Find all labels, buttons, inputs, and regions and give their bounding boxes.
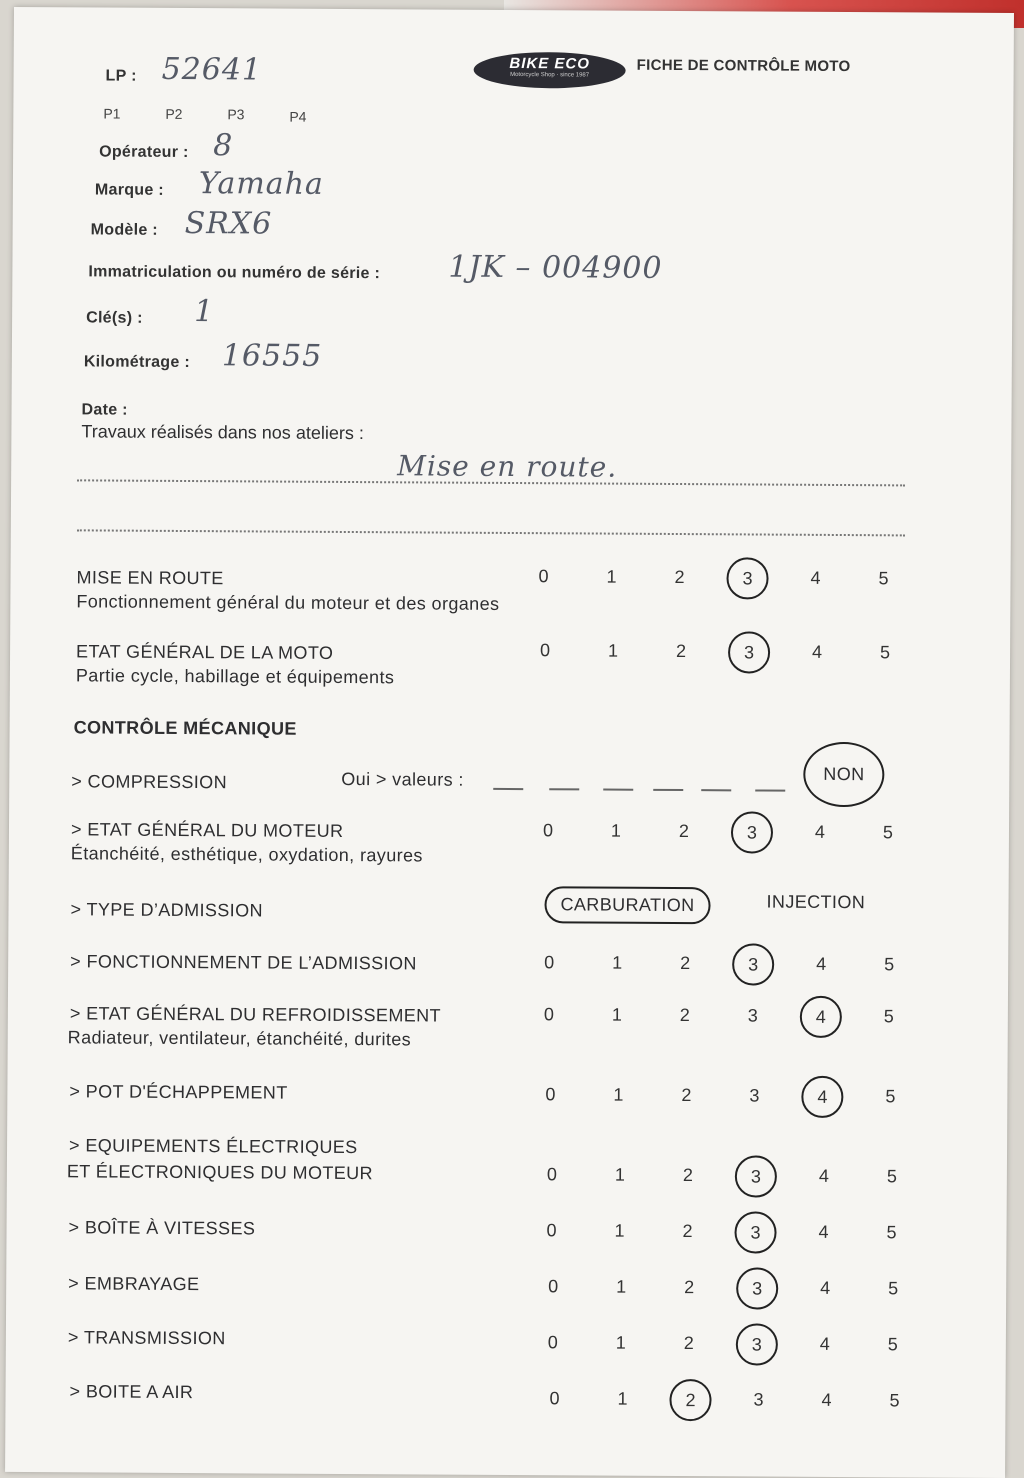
transmission-rating-3[interactable]: 3 (736, 1323, 778, 1365)
equipements-electriques-rating-4[interactable]: 4 (818, 1165, 829, 1186)
embrayage-rating-5[interactable]: 5 (888, 1278, 899, 1299)
marque-label: Marque : (94, 181, 165, 199)
etat-general-moto-subtitle: Partie cycle, habillage et équipements (75, 665, 395, 688)
travaux-line-2 (77, 529, 905, 536)
mise-en-route-scale (528, 562, 908, 594)
controle-mecanique-heading: CONTRÔLE MÉCANIQUE (73, 717, 297, 739)
etat-moteur-rating-2[interactable]: 2 (678, 821, 690, 842)
mise-en-route-title: MISE EN ROUTE (76, 567, 224, 589)
etat-moteur-rating-3[interactable]: 3 (731, 811, 773, 853)
refroidissement-rating-5[interactable]: 5 (883, 1006, 894, 1027)
boite-a-air-rating-4[interactable]: 4 (821, 1389, 832, 1410)
boite-a-air-rating-0[interactable]: 0 (549, 1388, 560, 1409)
modele-label: Modèle : (90, 221, 158, 239)
pot-echappement-rating-1[interactable]: 1 (613, 1084, 624, 1105)
equipements-electriques-rating-2[interactable]: 2 (682, 1165, 693, 1186)
pot-echappement-title: > POT D'ÉCHAPPEMENT (69, 1081, 288, 1103)
kilometrage-value[interactable]: 16555 (221, 338, 323, 374)
refroidissement-rating-1[interactable]: 1 (611, 1004, 622, 1025)
etat-general-moto-rating-3[interactable]: 3 (728, 631, 770, 673)
pot-echappement-rating-5[interactable]: 5 (885, 1086, 896, 1107)
embrayage-rating-2[interactable]: 2 (684, 1277, 695, 1298)
etat-moteur-subtitle: Étanchéité, esthétique, oxydation, rayures (70, 843, 423, 866)
etat-general-moto-rating-4[interactable]: 4 (812, 641, 823, 662)
transmission-rating-4[interactable]: 4 (819, 1333, 830, 1354)
embrayage-rating-0[interactable]: 0 (548, 1276, 559, 1297)
operateur-value[interactable]: 8 (213, 128, 234, 164)
etat-moteur-rating-0[interactable]: 0 (542, 820, 554, 841)
etat-general-moto-rating-2[interactable]: 2 (676, 641, 687, 662)
etat-general-moto-scale (530, 636, 910, 668)
cles-label: Clé(s) : (86, 309, 143, 327)
compression-value-4[interactable] (653, 789, 683, 791)
equipements-electriques-title: > EQUIPEMENTS ÉLECTRIQUES (68, 1135, 358, 1158)
etat-moteur-rating-4[interactable]: 4 (814, 821, 826, 842)
travaux-value[interactable]: Mise en route. (397, 449, 618, 484)
transmission-rating-1[interactable]: 1 (615, 1332, 626, 1353)
embrayage-rating-1[interactable]: 1 (616, 1276, 627, 1297)
etat-moteur-rating-1[interactable]: 1 (610, 820, 622, 841)
refroidissement-rating-2[interactable]: 2 (679, 1005, 690, 1026)
marque-value[interactable]: Yamaha (198, 166, 324, 202)
etat-moteur-scale (533, 816, 913, 848)
p4-option[interactable]: P4 (289, 108, 307, 125)
boite-vitesses-rating-4[interactable]: 4 (818, 1221, 829, 1242)
immatriculation-label: Immatriculation ou numéro de série : (88, 263, 381, 283)
fonctionnement-admission-rating-2[interactable]: 2 (680, 953, 691, 974)
etat-general-moto-rating-5[interactable]: 5 (880, 642, 891, 663)
compression-oui-label: Oui > valeurs : (341, 768, 464, 790)
mise-en-route-rating-3[interactable]: 3 (726, 557, 768, 599)
embrayage-scale (538, 1272, 918, 1304)
embrayage-rating-4[interactable]: 4 (820, 1277, 831, 1298)
compression-value-3[interactable] (603, 789, 633, 791)
refroidissement-scale (534, 1000, 914, 1032)
boite-a-air-rating-1[interactable]: 1 (617, 1388, 628, 1409)
boite-a-air-rating-2[interactable]: 2 (669, 1379, 711, 1421)
etat-general-moto-title: ETAT GÉNÉRAL DE LA MOTO (76, 641, 334, 663)
boite-vitesses-rating-1[interactable]: 1 (614, 1220, 625, 1241)
transmission-rating-0[interactable]: 0 (547, 1332, 558, 1353)
refroidissement-rating-3[interactable]: 3 (747, 1005, 758, 1026)
pot-echappement-scale (535, 1080, 915, 1112)
sheet-title: FICHE DE CONTRÔLE MOTO (636, 56, 851, 76)
logo-subtext: Motorcycle Shop · since 1987 (510, 71, 590, 79)
pot-echappement-rating-0[interactable]: 0 (545, 1084, 556, 1105)
boite-vitesses-rating-2[interactable]: 2 (682, 1221, 693, 1242)
fonctionnement-admission-rating-4[interactable]: 4 (816, 953, 827, 974)
pot-echappement-rating-3[interactable]: 3 (749, 1085, 760, 1106)
inspection-sheet (5, 7, 1014, 1478)
pot-echappement-rating-4[interactable]: 4 (801, 1076, 843, 1118)
fonctionnement-admission-rating-3[interactable]: 3 (732, 943, 774, 985)
fonctionnement-admission-rating-0[interactable]: 0 (544, 952, 555, 973)
lp-value[interactable]: 52641 (161, 51, 263, 88)
transmission-scale (538, 1328, 918, 1360)
etat-general-moto-rating-1[interactable]: 1 (608, 640, 619, 661)
equipements-electriques-rating-3[interactable]: 3 (735, 1155, 777, 1197)
kilometrage-label: Kilométrage : (83, 353, 191, 372)
refroidissement-title: > ETAT GÉNÉRAL DU REFROIDISSEMENT (69, 1003, 442, 1026)
boite-vitesses-rating-3[interactable]: 3 (734, 1211, 776, 1253)
boite-a-air-rating-5[interactable]: 5 (889, 1390, 900, 1411)
refroidissement-rating-0[interactable]: 0 (543, 1004, 554, 1025)
boite-a-air-rating-3[interactable]: 3 (753, 1389, 764, 1410)
compression-label: > COMPRESSION (71, 771, 228, 793)
carburation-option[interactable]: CARBURATION (544, 886, 710, 924)
transmission-rating-2[interactable]: 2 (683, 1333, 694, 1354)
fonctionnement-admission-scale (534, 948, 914, 980)
etat-general-moto-rating-0[interactable]: 0 (540, 640, 551, 661)
fonctionnement-admission-rating-5[interactable]: 5 (884, 954, 895, 975)
fonctionnement-admission-rating-1[interactable]: 1 (612, 952, 623, 973)
compression-value-5[interactable] (701, 789, 731, 791)
equipements-electriques-rating-0[interactable]: 0 (546, 1164, 557, 1185)
p3-option[interactable]: P3 (227, 106, 245, 123)
etat-moteur-title: > ETAT GÉNÉRAL DU MOTEUR (70, 819, 344, 841)
injection-option[interactable]: INJECTION (766, 891, 866, 913)
boite-vitesses-scale (536, 1216, 916, 1248)
pot-echappement-rating-2[interactable]: 2 (681, 1085, 692, 1106)
p2-option[interactable]: P2 (165, 105, 183, 122)
compression-value-2[interactable] (549, 788, 579, 790)
date-label: Date : (81, 401, 128, 419)
compression-value-6[interactable] (755, 789, 785, 791)
operateur-label: Opérateur : (99, 143, 189, 162)
mise-en-route-subtitle: Fonctionnement général du moteur et des organes (76, 591, 500, 614)
cles-value[interactable]: 1 (194, 294, 215, 330)
logo-text: BIKE ECO (509, 54, 590, 73)
equipements-electriques-rating-5[interactable]: 5 (886, 1166, 897, 1187)
equipements-electriques-subtitle: ET ÉLECTRONIQUES DU MOTEUR (66, 1161, 374, 1184)
mise-en-route-rating-4[interactable]: 4 (810, 567, 821, 588)
embrayage-title: > EMBRAYAGE (68, 1273, 200, 1295)
p1-option[interactable]: P1 (103, 105, 121, 122)
fonctionnement-admission-title: > FONCTIONNEMENT DE L’ADMISSION (70, 951, 417, 974)
boite-a-air-title: > BOITE A AIR (69, 1381, 194, 1403)
equipements-electriques-scale (537, 1160, 917, 1192)
embrayage-rating-3[interactable]: 3 (736, 1267, 778, 1309)
mise-en-route-rating-5[interactable]: 5 (878, 568, 889, 589)
boite-vitesses-title: > BOÎTE À VITESSES (68, 1217, 256, 1239)
refroidissement-subtitle: Radiateur, ventilateur, étanchéité, durites (67, 1027, 412, 1050)
travaux-label: Travaux réalisés dans nos ateliers : (81, 421, 364, 444)
boite-a-air-scale (539, 1384, 919, 1416)
bike-eco-logo (474, 52, 626, 89)
compression-non-option[interactable]: NON (803, 742, 885, 807)
immatriculation-value[interactable]: 1JK – 004900 (448, 249, 663, 286)
type-admission-label: > TYPE D’ADMISSION (70, 899, 263, 921)
compression-value-1[interactable] (493, 788, 523, 790)
boite-vitesses-rating-5[interactable]: 5 (886, 1222, 897, 1243)
modele-value[interactable]: SRX6 (184, 205, 273, 242)
refroidissement-rating-4[interactable]: 4 (800, 996, 842, 1038)
etat-moteur-rating-5[interactable]: 5 (882, 822, 894, 843)
lp-label: LP : (105, 67, 137, 85)
equipements-electriques-rating-1[interactable]: 1 (614, 1164, 625, 1185)
boite-vitesses-rating-0[interactable]: 0 (546, 1220, 557, 1241)
mise-en-route-rating-0[interactable]: 0 (538, 566, 549, 587)
transmission-rating-5[interactable]: 5 (887, 1334, 898, 1355)
mise-en-route-rating-2[interactable]: 2 (674, 566, 685, 588)
transmission-title: > TRANSMISSION (67, 1327, 226, 1349)
mise-en-route-rating-1[interactable]: 1 (606, 566, 617, 587)
